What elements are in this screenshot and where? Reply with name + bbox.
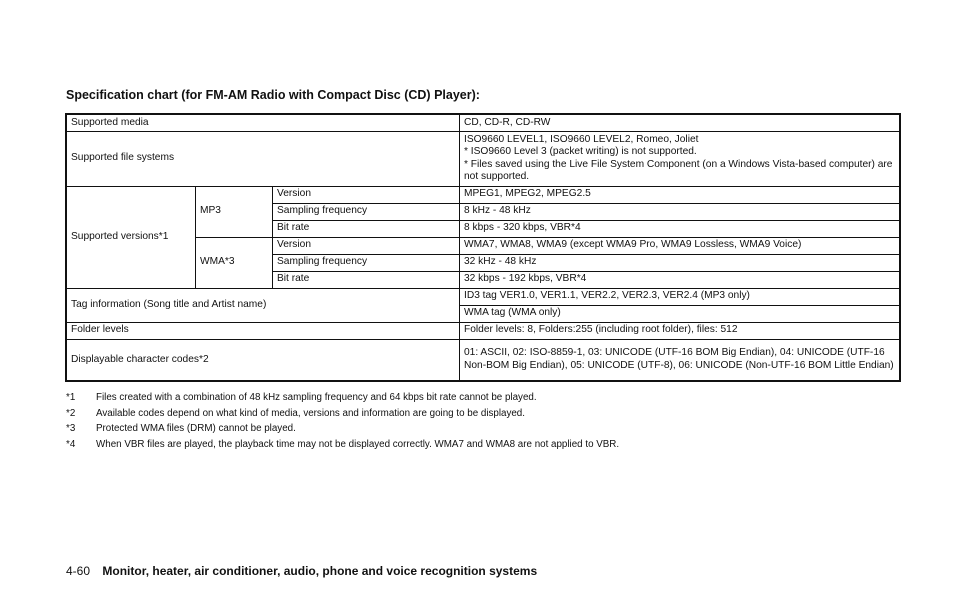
mp3-sampling-value: 8 kHz - 48 kHz <box>460 203 901 220</box>
section-heading: Specification chart (for FM-AM Radio with Compact Disc (CD) Player): <box>66 88 480 102</box>
wma-sampling-value: 32 kHz - 48 kHz <box>460 254 901 271</box>
page-footer <box>66 564 537 578</box>
row-label-tag-information: Tag information (Song title and Artist name) <box>66 288 460 322</box>
value-folder-levels: Folder levels: 8, Folders:255 (including root folder), files: 512 <box>460 322 901 339</box>
mp3-bitrate-value: 8 kbps - 320 kbps, VBR*4 <box>460 220 901 237</box>
footnote <box>66 406 916 422</box>
value-tag-wma: WMA tag (WMA only) <box>460 305 901 322</box>
footnote-mark: *3 <box>66 423 76 435</box>
format-label-wma: WMA*3 <box>196 237 273 288</box>
footnote-mark: *4 <box>66 438 76 450</box>
chapter-title: Monitor, heater, air conditioner, audio, phone and voice recognition systems <box>102 564 538 578</box>
specification-table <box>65 113 901 382</box>
file-systems-note: * Files saved using the Live File System Component (on a Windows Vista-based computer) are not supported. <box>464 158 893 182</box>
value-file-systems <box>460 131 901 186</box>
file-systems-line: ISO9660 LEVEL1, ISO9660 LEVEL2, Romeo, Joliet <box>464 133 699 145</box>
wma-sampling-label: Sampling frequency <box>273 254 460 271</box>
footnote-text: When VBR files are played, the playback time may not be displayed correctly. WMA7 and WMA8 are not applied to VBR. <box>96 438 620 450</box>
footnote-text: Files created with a combination of 48 kHz sampling frequency and 64 kbps bit rate cannot be played. <box>96 392 537 403</box>
row-label-character-codes: Displayable character codes*2 <box>66 339 460 381</box>
table-row <box>66 322 900 339</box>
row-label-supported-media: Supported media <box>66 114 460 131</box>
format-label-mp3: MP3 <box>196 186 273 237</box>
mp3-version-label: Version <box>273 186 460 203</box>
footnotes <box>66 390 916 452</box>
footnote-mark: *1 <box>66 392 76 403</box>
file-systems-note: * ISO9660 Level 3 (packet writing) is not supported. <box>464 146 697 157</box>
table-row <box>66 131 900 186</box>
mp3-version-value: MPEG1, MPEG2, MPEG2.5 <box>460 186 901 203</box>
table-row <box>66 288 900 305</box>
wma-version-value: WMA7, WMA8, WMA9 (except WMA9 Pro, WMA9 Lossless, WMA9 Voice) <box>460 237 901 254</box>
footnote-text: Protected WMA files (DRM) cannot be played. <box>96 423 296 435</box>
footnote <box>66 421 916 437</box>
row-label-folder-levels: Folder levels <box>66 322 460 339</box>
footnote <box>66 390 916 406</box>
wma-bitrate-label: Bit rate <box>273 271 460 288</box>
table-row <box>66 186 900 203</box>
mp3-bitrate-label: Bit rate <box>273 220 460 237</box>
value-tag-id3: ID3 tag VER1.0, VER1.1, VER2.2, VER2.3, VER2.4 (MP3 only) <box>460 288 901 305</box>
page-number: 4-60 <box>66 564 91 578</box>
table-row <box>66 339 900 381</box>
wma-version-label: Version <box>273 237 460 254</box>
footnote-text: Available codes depend on what kind of media, versions and information are going to be displayed. <box>96 407 525 419</box>
footnote <box>66 437 916 453</box>
mp3-sampling-label: Sampling frequency <box>273 203 460 220</box>
value-supported-media: CD, CD-R, CD-RW <box>460 114 901 131</box>
wma-bitrate-value: 32 kbps - 192 kbps, VBR*4 <box>460 271 901 288</box>
row-label-file-systems: Supported file systems <box>66 131 460 186</box>
row-label-supported-versions: Supported versions*1 <box>66 186 196 288</box>
value-character-codes: 01: ASCII, 02: ISO-8859-1, 03: UNICODE (UTF-16 BOM Big Endian), 04: UNICODE (UTF-16 Non-BOM Big Endian), 05: UNICODE (UTF-8), 06: UNICODE (Non-UTF-16 BOM Little Endian) <box>460 339 901 381</box>
footnote-mark: *2 <box>66 407 76 419</box>
table-row <box>66 114 900 131</box>
